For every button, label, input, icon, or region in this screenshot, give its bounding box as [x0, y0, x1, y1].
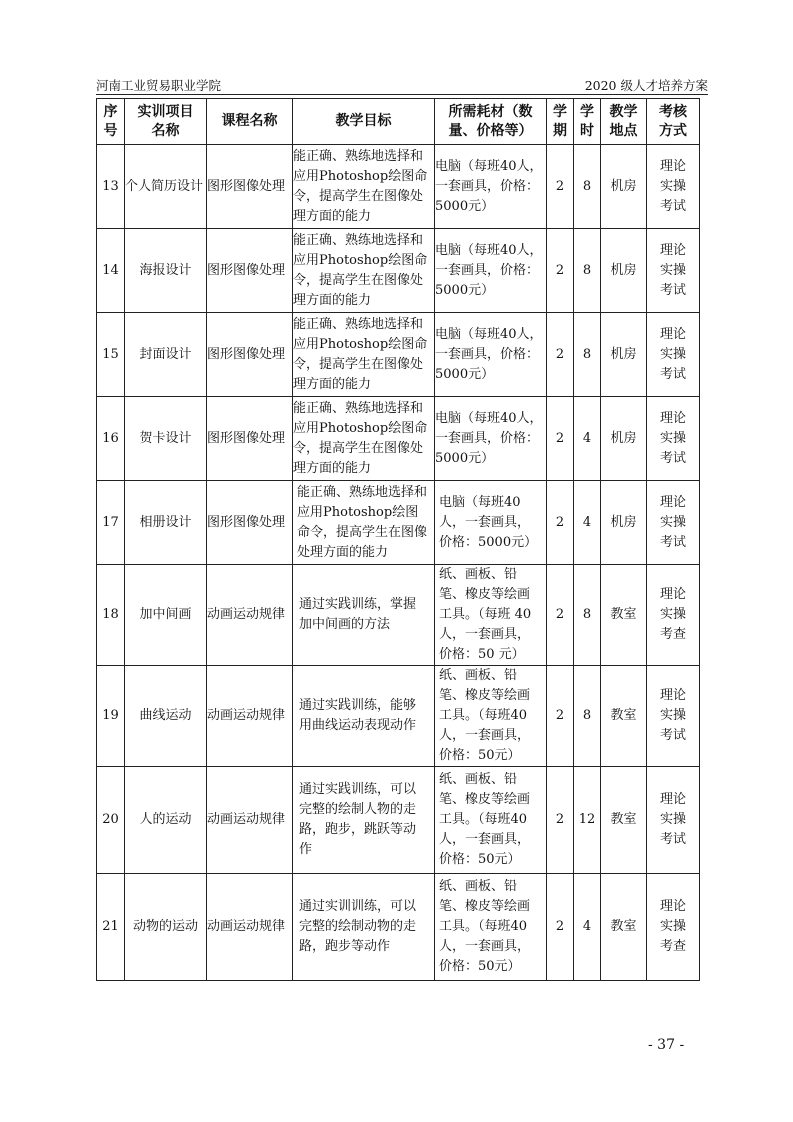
assess-text: 理论实操考试 [659, 326, 686, 382]
cell-goal: 通过实践训练，掌握加中间画的方法 [293, 565, 435, 666]
cell-hours: 12 [574, 767, 601, 874]
training-plan-table [96, 98, 700, 981]
cell-hours: 8 [574, 145, 601, 229]
cell-course: 图形图像处理 [207, 145, 293, 229]
col-header-label: 实训项目名称 [137, 103, 194, 139]
cell-term: 2 [547, 145, 574, 229]
cell-course: 图形图像处理 [207, 313, 293, 397]
cell-materials: 电脑（每班40人，一套画具，价格：5000元） [435, 229, 547, 313]
cell-course: 图形图像处理 [207, 397, 293, 481]
assess-text: 理论实操考试 [659, 410, 686, 466]
assess-text: 理论实操考试 [659, 158, 686, 214]
assess-text: 理论实操考试 [659, 688, 686, 743]
cell-hours: 4 [574, 481, 601, 565]
cell-goal: 能正确、熟练地选择和应用Photoshop绘图命令，提高学生在图像处理方面的能力 [293, 145, 435, 229]
cell-term: 2 [547, 229, 574, 313]
cell-no: 20 [97, 767, 125, 874]
cell-hours: 8 [574, 229, 601, 313]
cell-hours: 8 [574, 313, 601, 397]
header-rule [96, 94, 708, 95]
cell-assess [647, 397, 700, 481]
cell-term: 2 [547, 767, 574, 874]
cell-assess [647, 313, 700, 397]
cell-no: 15 [97, 313, 125, 397]
cell-materials: 纸、画板、铅笔、橡皮等绘画工具。（每班40人，一套画具，价格：50元） [435, 874, 547, 981]
table-row [97, 313, 700, 397]
cell-no: 18 [97, 565, 125, 666]
cell-project: 贺卡设计 [125, 397, 207, 481]
assess-text: 理论实操考试 [659, 792, 686, 847]
table-row [97, 666, 700, 767]
cell-project: 海报设计 [125, 229, 207, 313]
cell-materials: 电脑（每班40人，一套画具，价格：5000元） [435, 313, 547, 397]
table-row [97, 874, 700, 981]
cell-project: 加中间画 [125, 565, 207, 666]
assess-text: 理论实操考查 [659, 899, 686, 954]
col-header-course: 课程名称 [207, 99, 293, 145]
table-row [97, 565, 700, 666]
table-row [97, 229, 700, 313]
cell-term: 2 [547, 397, 574, 481]
cell-place: 教室 [601, 767, 647, 874]
school-name: 河南工业贸易职业学院 [96, 78, 222, 93]
document-title: 2020 级人才培养方案 [584, 78, 708, 93]
cell-course: 图形图像处理 [207, 229, 293, 313]
col-header-project [125, 99, 207, 145]
cell-materials: 电脑（每班40人，一套画具，价格：5000元） [435, 397, 547, 481]
cell-goal: 能正确、熟练地选择和应用Photoshop绘图命令，提高学生在图像处理方面的能力 [293, 481, 435, 565]
col-header-label: 教学地点 [609, 103, 638, 139]
cell-materials: 纸、画板、铅笔、橡皮等绘画工具。（每班40人，一套画具，价格：50元） [435, 666, 547, 767]
cell-goal: 能正确、熟练地选择和应用Photoshop绘图命令，提高学生在图像处理方面的能力 [293, 229, 435, 313]
cell-no: 14 [97, 229, 125, 313]
col-header-hours [574, 99, 601, 145]
cell-assess [647, 874, 700, 981]
cell-goal: 能正确、熟练地选择和应用Photoshop绘图命令，提高学生在图像处理方面的能力 [293, 397, 435, 481]
cell-materials: 纸、画板、铅笔、橡皮等绘画工具。（每班40人，一套画具，价格：50元） [435, 767, 547, 874]
cell-hours: 8 [574, 565, 601, 666]
col-header-term [547, 99, 574, 145]
cell-goal: 通过实践训练，能够用曲线运动表现动作 [293, 666, 435, 767]
assess-text: 理论实操考试 [659, 494, 686, 550]
cell-no: 21 [97, 874, 125, 981]
cell-course: 动画运动规律 [207, 767, 293, 874]
cell-term: 2 [547, 666, 574, 767]
cell-no: 19 [97, 666, 125, 767]
cell-hours: 8 [574, 666, 601, 767]
assess-text: 理论实操考查 [659, 587, 686, 642]
table-row [97, 145, 700, 229]
cell-assess [647, 481, 700, 565]
cell-assess [647, 666, 700, 767]
header-row [97, 99, 700, 145]
cell-place: 机房 [601, 397, 647, 481]
cell-term: 2 [547, 874, 574, 981]
cell-assess [647, 145, 700, 229]
cell-project: 相册设计 [125, 481, 207, 565]
col-header-label: 所需耗材（数量、价格等） [448, 103, 533, 139]
cell-hours: 4 [574, 874, 601, 981]
cell-project: 封面设计 [125, 313, 207, 397]
cell-project: 个人简历设计 [125, 145, 207, 229]
cell-no: 16 [97, 397, 125, 481]
col-header-assess [647, 99, 700, 145]
cell-goal: 能正确、熟练地选择和应用Photoshop绘图命令，提高学生在图像处理方面的能力 [293, 313, 435, 397]
col-header-no [97, 99, 125, 145]
cell-place: 机房 [601, 481, 647, 565]
cell-term: 2 [547, 313, 574, 397]
cell-no: 17 [97, 481, 125, 565]
cell-course: 动画运动规律 [207, 874, 293, 981]
cell-course: 动画运动规律 [207, 666, 293, 767]
col-header-label: 序号 [103, 103, 118, 139]
col-header-label: 考核方式 [658, 103, 687, 139]
cell-place: 机房 [601, 145, 647, 229]
cell-place: 机房 [601, 313, 647, 397]
cell-term: 2 [547, 565, 574, 666]
table-row [97, 767, 700, 874]
cell-course: 图形图像处理 [207, 481, 293, 565]
col-header-place [601, 99, 647, 145]
cell-goal: 通过实训训练，可以完整的绘制动物的走路，跑步等动作 [293, 874, 435, 981]
page-header [96, 76, 708, 92]
cell-no: 13 [97, 145, 125, 229]
cell-assess [647, 229, 700, 313]
cell-place: 机房 [601, 229, 647, 313]
col-header-label: 学期 [552, 103, 567, 139]
col-header-goal: 教学目标 [293, 99, 435, 145]
col-header-label: 学时 [579, 103, 594, 139]
cell-hours: 4 [574, 397, 601, 481]
cell-materials: 电脑（每班40人，一套画具，价格：5000元） [435, 145, 547, 229]
cell-goal: 通过实践训练，可以完整的绘制人物的走路，跑步，跳跃等动作 [293, 767, 435, 874]
cell-assess [647, 767, 700, 874]
cell-place: 教室 [601, 874, 647, 981]
cell-materials: 电脑（每班40人，一套画具，价格：5000元） [435, 481, 547, 565]
cell-place: 教室 [601, 565, 647, 666]
page-number: - 37 - [648, 1037, 685, 1053]
cell-project: 动物的运动 [125, 874, 207, 981]
cell-materials: 纸、画板、铅笔、橡皮等绘画工具。（每班 40人，一套画具，价格：50 元） [435, 565, 547, 666]
cell-place: 教室 [601, 666, 647, 767]
cell-course: 动画运动规律 [207, 565, 293, 666]
cell-project: 曲线运动 [125, 666, 207, 767]
assess-text: 理论实操考试 [659, 242, 686, 298]
cell-project: 人的运动 [125, 767, 207, 874]
col-header-materials [435, 99, 547, 145]
table-row [97, 397, 700, 481]
table-row [97, 481, 700, 565]
cell-term: 2 [547, 481, 574, 565]
cell-assess [647, 565, 700, 666]
